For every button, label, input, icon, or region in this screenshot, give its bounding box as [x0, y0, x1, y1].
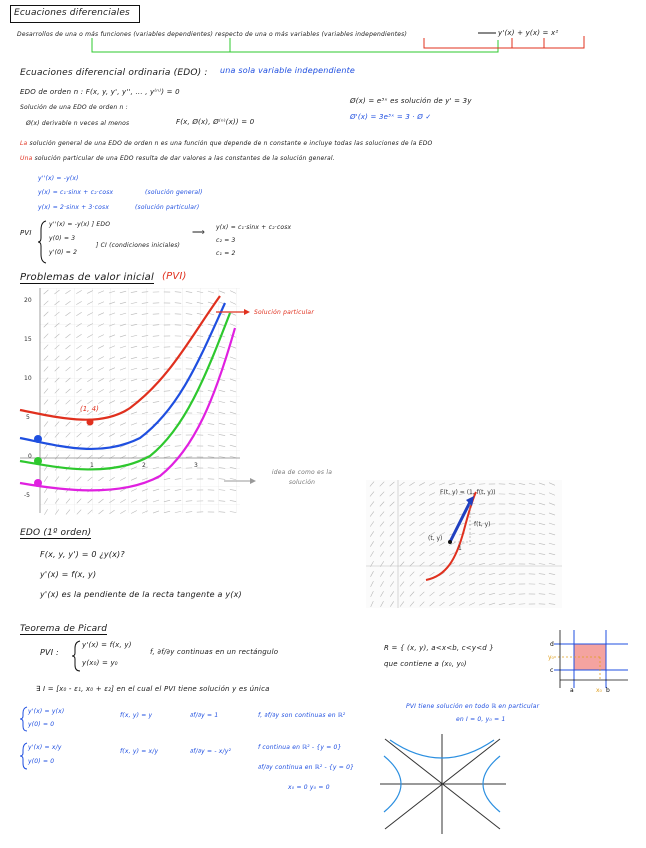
pvi-line3: y'(0) = 2	[49, 249, 78, 256]
edo-example-2: Ø'(x) = 3e³ˣ = 3 · Ø ✓	[350, 113, 432, 121]
edo1-line3: y'(x) es la pendiente de la recta tangente a y(x)	[40, 590, 242, 599]
ex1-sys2: y(0) = 0	[28, 721, 55, 728]
edo1-line1: F(x, y, y') = 0 ¿y(x)?	[40, 550, 125, 559]
pvi-res2: c₂ = 3	[216, 237, 236, 244]
run-label: 1	[458, 545, 462, 552]
ex2-sys1: y'(x) = x/y	[28, 744, 62, 751]
pvi-heading: Problemas de valor inicial	[20, 272, 154, 283]
ex2-brace	[20, 742, 28, 770]
ex1-note1: PVI tiene solución en todo ℝ en particular	[406, 703, 540, 710]
x-tick-3: 3	[194, 462, 198, 469]
picard-rect2: que contiene a (x₀, y₀)	[384, 660, 467, 668]
pvi-res3: c₁ = 2	[216, 250, 236, 257]
ex-particular-note: (solución particular)	[135, 204, 200, 211]
particular-label: Solución particular	[254, 309, 314, 316]
pvi-heading-tag: (PVI)	[162, 271, 187, 282]
edo-particular-label: Una	[20, 155, 33, 162]
edo-order-line: EDO de orden n : F(x, y, y', y'', ... , y⁽ⁿ⁾) = 0	[20, 88, 180, 96]
intro-brackets	[0, 0, 646, 60]
rect-label-a: a	[570, 687, 574, 694]
edo-solution-line: Solución de una EDO de orden n :	[20, 104, 128, 111]
edo-general-label: La	[20, 140, 28, 147]
ex1-df: ∂f/∂y = 1	[190, 712, 219, 719]
pvi-ci: ] CI (condiciones iniciales)	[96, 242, 181, 249]
slope-plot	[366, 480, 562, 608]
edo-example-1: Ø(x) = e³ˣ es solución de y' = 3y	[350, 97, 472, 105]
page-title: Ecuaciones diferenciales	[14, 8, 130, 18]
note-arrow	[224, 476, 260, 486]
picard-pvi-label: PVI :	[40, 648, 59, 657]
ex2-x0: x₀ = 0 y₀ = 0	[288, 784, 330, 791]
ex1-note2: en I = 0, y₀ = 1	[456, 716, 506, 723]
particular-arrow	[216, 304, 256, 324]
ex1-brace	[20, 706, 28, 732]
rect-label-x0: x₀	[596, 687, 602, 694]
edo-heading-note: una sola variable independiente	[220, 66, 356, 75]
initial-point-green	[34, 457, 42, 465]
rect-label-c: c	[550, 667, 554, 674]
ex2-f: f(x, y) = x/y	[120, 748, 159, 755]
rect-label-b: b	[606, 687, 610, 694]
ex1-cont: f, ∂f/∂y son continuas en ℝ²	[258, 712, 346, 719]
idea-note: idea de como es la solución	[271, 469, 333, 486]
x-tick-1: 1	[90, 462, 94, 469]
y-tick-15: 15	[24, 336, 32, 343]
pvi-res1: y(x) = c₁·sinx + c₂·cosx	[216, 224, 292, 231]
ex1-f: f(x, y) = y	[120, 712, 153, 719]
pvi-arrow: ⟹	[192, 228, 206, 238]
point-label: (t, y)	[428, 535, 443, 542]
y-tick-10: 10	[24, 375, 32, 382]
pvi-brace	[38, 220, 48, 264]
edo-particular-line	[20, 155, 335, 162]
ex-particular: y(x) = 2·sinx + 3·cosx	[38, 204, 110, 211]
edo1-heading: EDO (1º orden)	[20, 528, 92, 538]
ex-general: y(x) = c₁·sinx + c₂·cosx	[38, 189, 114, 196]
ex2-cont2: ∂f/∂y continua en ℝ² - {y = 0}	[258, 764, 355, 771]
picard-sys1: y'(x) = f(x, y)	[82, 641, 132, 649]
rect-label-y0: y₀	[548, 654, 554, 661]
y-tick-0: 0	[28, 453, 32, 460]
edo1-line2: y'(x) = f(x, y)	[40, 570, 97, 579]
edo-general-text: solución general de una EDO de orden n es una función que depende de n constante e incluye todas las soluciones de la EDO	[29, 140, 433, 147]
vector-label: F(t, y) = (1, f(t, y))	[440, 489, 496, 496]
rect-label-d: d	[550, 641, 554, 648]
picard-cond: f, ∂f/∂y continuas en un rectángulo	[150, 648, 279, 656]
ex-eq: y''(x) = -y(x)	[38, 175, 79, 182]
ex1-sys1: y'(x) = y(x)	[28, 708, 65, 715]
picard-sys2: y(x₀) = y₀	[82, 659, 118, 667]
rectangle-diagram	[544, 630, 628, 694]
ex-general-note: (solución general)	[145, 189, 203, 196]
pvi-plot	[20, 288, 240, 518]
ex2-cont1: f continua en ℝ² - {y = 0}	[258, 744, 342, 751]
x-tick-2: 2	[142, 462, 146, 469]
picard-brace	[72, 640, 82, 672]
pvi-line2: y(0) = 3	[49, 235, 76, 242]
initial-point-label: (1, 4)	[80, 405, 99, 413]
initial-point-blue	[34, 435, 42, 443]
edo-heading: Ecuaciones diferencial ordinaria (EDO) :	[20, 68, 208, 78]
intro-equation: y'(x) + y(x) = x²	[498, 29, 559, 37]
y-tick-5: 5	[26, 414, 30, 421]
picard-exists: ∃ I = [x₀ - ε₁, x₀ + ε₂] en el cual el PVI tiene solución y es única	[36, 685, 270, 693]
y-tick-neg5: -5	[24, 492, 30, 499]
pvi-label: PVI	[20, 229, 32, 237]
picard-heading: Teorema de Picard	[20, 624, 108, 634]
tangent-point	[448, 540, 452, 544]
hyperbola-diagram	[380, 734, 506, 834]
pvi-line1: y''(x) = -y(x) ] EDO	[49, 221, 111, 228]
y-tick-20: 20	[24, 297, 32, 304]
slope-label: f(t, y)	[474, 521, 491, 528]
initial-point-magenta	[34, 479, 42, 487]
edo-solution-eq: F(x, Ø(x), Ø⁽ⁿ⁾(x)) = 0	[176, 118, 255, 126]
intro-text: Desarrollos de una o más funciones (variables dependientes) respecto de una o más variables (variables independientes)	[17, 31, 408, 38]
edo-general-line	[20, 140, 432, 147]
ex2-sys2: y(0) = 0	[28, 758, 55, 765]
ex2-df: ∂f/∂y = - x/y²	[190, 748, 232, 755]
edo-particular-text: solución particular de una EDO resulta de dar valores a las constantes de la solución general.	[34, 155, 335, 162]
edo-solution-cond: Ø(x) derivable n veces al menos	[26, 120, 130, 127]
initial-point-red	[87, 419, 94, 426]
picard-rect: R = { (x, y), a<x<b, c<y<d }	[384, 644, 495, 652]
